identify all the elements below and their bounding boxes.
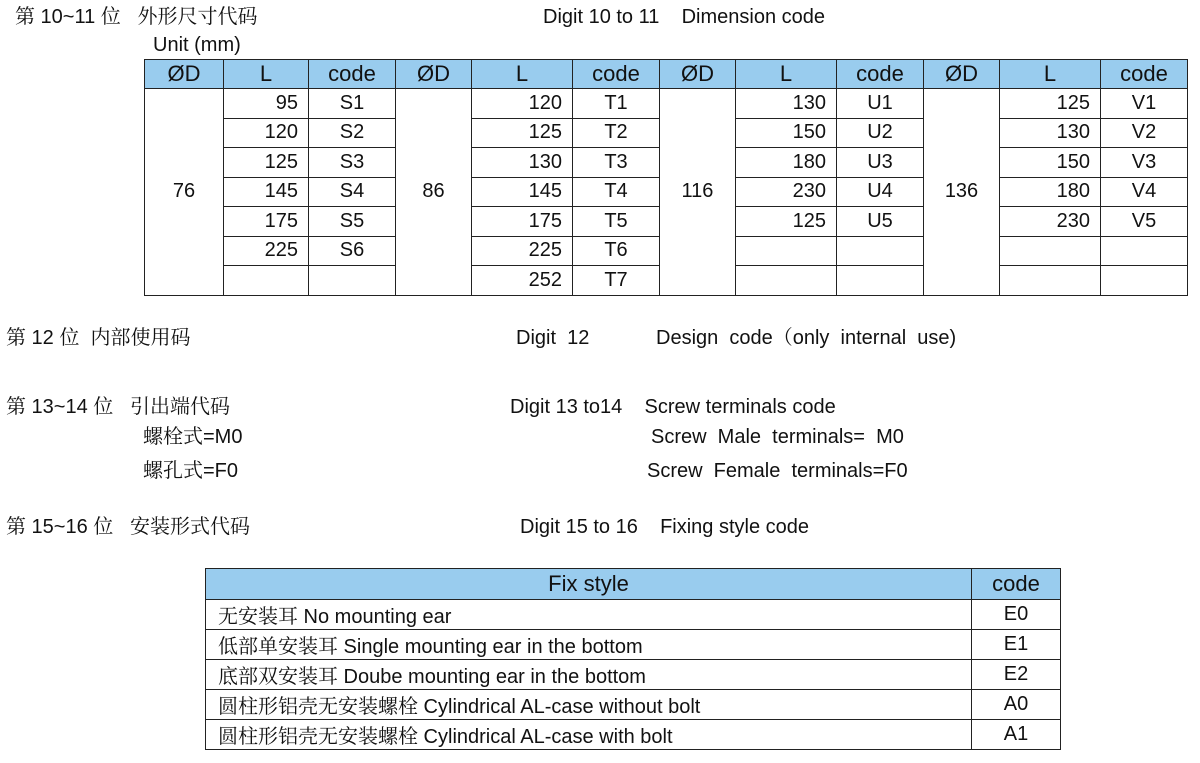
female-terminal-en: Screw Female terminals=F0 [647,460,908,482]
code-cell [837,266,924,296]
dimension-header-cell: L [1000,60,1101,89]
code-cell: T1 [573,89,660,119]
fix-style-code: A1 [972,720,1061,750]
code-cell: U3 [837,148,924,178]
fix-style-code: E2 [972,660,1061,690]
code-cell [837,236,924,266]
length-cell: 125 [224,148,309,178]
table-row [145,89,1188,119]
length-cell: 145 [472,177,573,207]
length-cell: 230 [1000,207,1101,237]
section-dimension-cn-title: 第 10~11 位 外形尺寸代码 [15,6,258,28]
length-cell: 130 [736,89,837,119]
length-cell: 225 [472,236,573,266]
code-cell [309,266,396,296]
dimension-header-cell: code [1101,60,1188,89]
section-design-cn-title: 第 12 位 内部使用码 [6,327,191,349]
dimension-header-cell: code [837,60,924,89]
length-cell: 252 [472,266,573,296]
fix-style-description: 低部单安装耳 Single mounting ear in the bottom [206,630,972,660]
code-cell: V3 [1101,148,1188,178]
section-terminals-en-title: Digit 13 to14 Screw terminals code [510,396,836,418]
length-cell: 95 [224,89,309,119]
dimension-header-cell: L [736,60,837,89]
length-cell: 130 [472,148,573,178]
section-dimension-en-title: Digit 10 to 11 Dimension code [543,6,826,28]
dimension-header-cell: L [472,60,573,89]
fix-style-code: A0 [972,690,1061,720]
fix-style-table-header [206,569,1061,600]
code-cell: V1 [1101,89,1188,119]
table-row [206,600,1061,630]
length-cell: 180 [1000,177,1101,207]
code-cell: U4 [837,177,924,207]
code-cell: S2 [309,118,396,148]
length-cell: 180 [736,148,837,178]
code-cell: T4 [573,177,660,207]
fix-style-description: 无安装耳 No mounting ear [206,600,972,630]
length-cell: 145 [224,177,309,207]
length-cell: 175 [224,207,309,237]
length-cell [224,266,309,296]
diameter-cell: 86 [396,89,472,296]
dimension-header-cell: ØD [396,60,472,89]
table-row [206,720,1061,750]
dimension-header-cell: ØD [660,60,736,89]
code-cell: T7 [573,266,660,296]
fix-style-description: 圆柱形铝壳无安装螺栓 Cylindrical AL-case without bolt [206,690,972,720]
code-cell: T6 [573,236,660,266]
code-cell: S3 [309,148,396,178]
dimension-header-cell: code [309,60,396,89]
length-cell: 175 [472,207,573,237]
dimension-header-cell: code [573,60,660,89]
fix-style-code: E0 [972,600,1061,630]
code-cell: T5 [573,207,660,237]
unit-label: Unit (mm) [153,34,241,56]
table-row [206,660,1061,690]
code-cell: S5 [309,207,396,237]
code-cell: T3 [573,148,660,178]
code-cell: V2 [1101,118,1188,148]
dimension-header-cell: ØD [145,60,224,89]
diameter-cell: 116 [660,89,736,296]
length-cell: 120 [472,89,573,119]
diameter-cell: 76 [145,89,224,296]
length-cell: 225 [224,236,309,266]
fix-code-header: code [972,569,1061,600]
length-cell: 130 [1000,118,1101,148]
length-cell [736,236,837,266]
fix-style-table [205,568,1061,750]
fix-style-description: 底部双安装耳 Doube mounting ear in the bottom [206,660,972,690]
length-cell: 125 [1000,89,1101,119]
female-terminal-cn: 螺孔式=F0 [143,460,239,482]
table-row [206,630,1061,660]
dimension-table-header [145,60,1188,89]
code-cell: U2 [837,118,924,148]
section-fixing-en-title: Digit 15 to 16 Fixing style code [520,516,810,538]
code-cell: S4 [309,177,396,207]
section-fixing-cn-title: 第 15~16 位 安装形式代码 [6,516,250,538]
length-cell [1000,236,1101,266]
code-cell [1101,266,1188,296]
length-cell: 120 [224,118,309,148]
code-cell: T2 [573,118,660,148]
code-cell: V4 [1101,177,1188,207]
male-terminal-cn: 螺栓式=M0 [143,426,243,448]
code-cell [1101,236,1188,266]
length-cell: 230 [736,177,837,207]
diameter-cell: 136 [924,89,1000,296]
fix-style-header: Fix style [206,569,972,600]
dimension-header-cell: ØD [924,60,1000,89]
length-cell [1000,266,1101,296]
code-cell: U5 [837,207,924,237]
length-cell: 150 [1000,148,1101,178]
code-cell: S6 [309,236,396,266]
length-cell: 125 [472,118,573,148]
length-cell: 125 [736,207,837,237]
dimension-header-cell: L [224,60,309,89]
length-cell: 150 [736,118,837,148]
code-cell: U1 [837,89,924,119]
code-cell: S1 [309,89,396,119]
dimension-table [144,59,1188,296]
fix-style-code: E1 [972,630,1061,660]
fix-style-description: 圆柱形铝壳无安装螺栓 Cylindrical AL-case with bolt [206,720,972,750]
section-terminals-cn-title: 第 13~14 位 引出端代码 [6,396,230,418]
length-cell [736,266,837,296]
code-cell: V5 [1101,207,1188,237]
section-design-en-digit: Digit 12 [516,327,590,349]
section-design-en-text: Design code（only internal use) [656,327,957,349]
table-row [206,690,1061,720]
male-terminal-en: Screw Male terminals= M0 [651,426,904,448]
